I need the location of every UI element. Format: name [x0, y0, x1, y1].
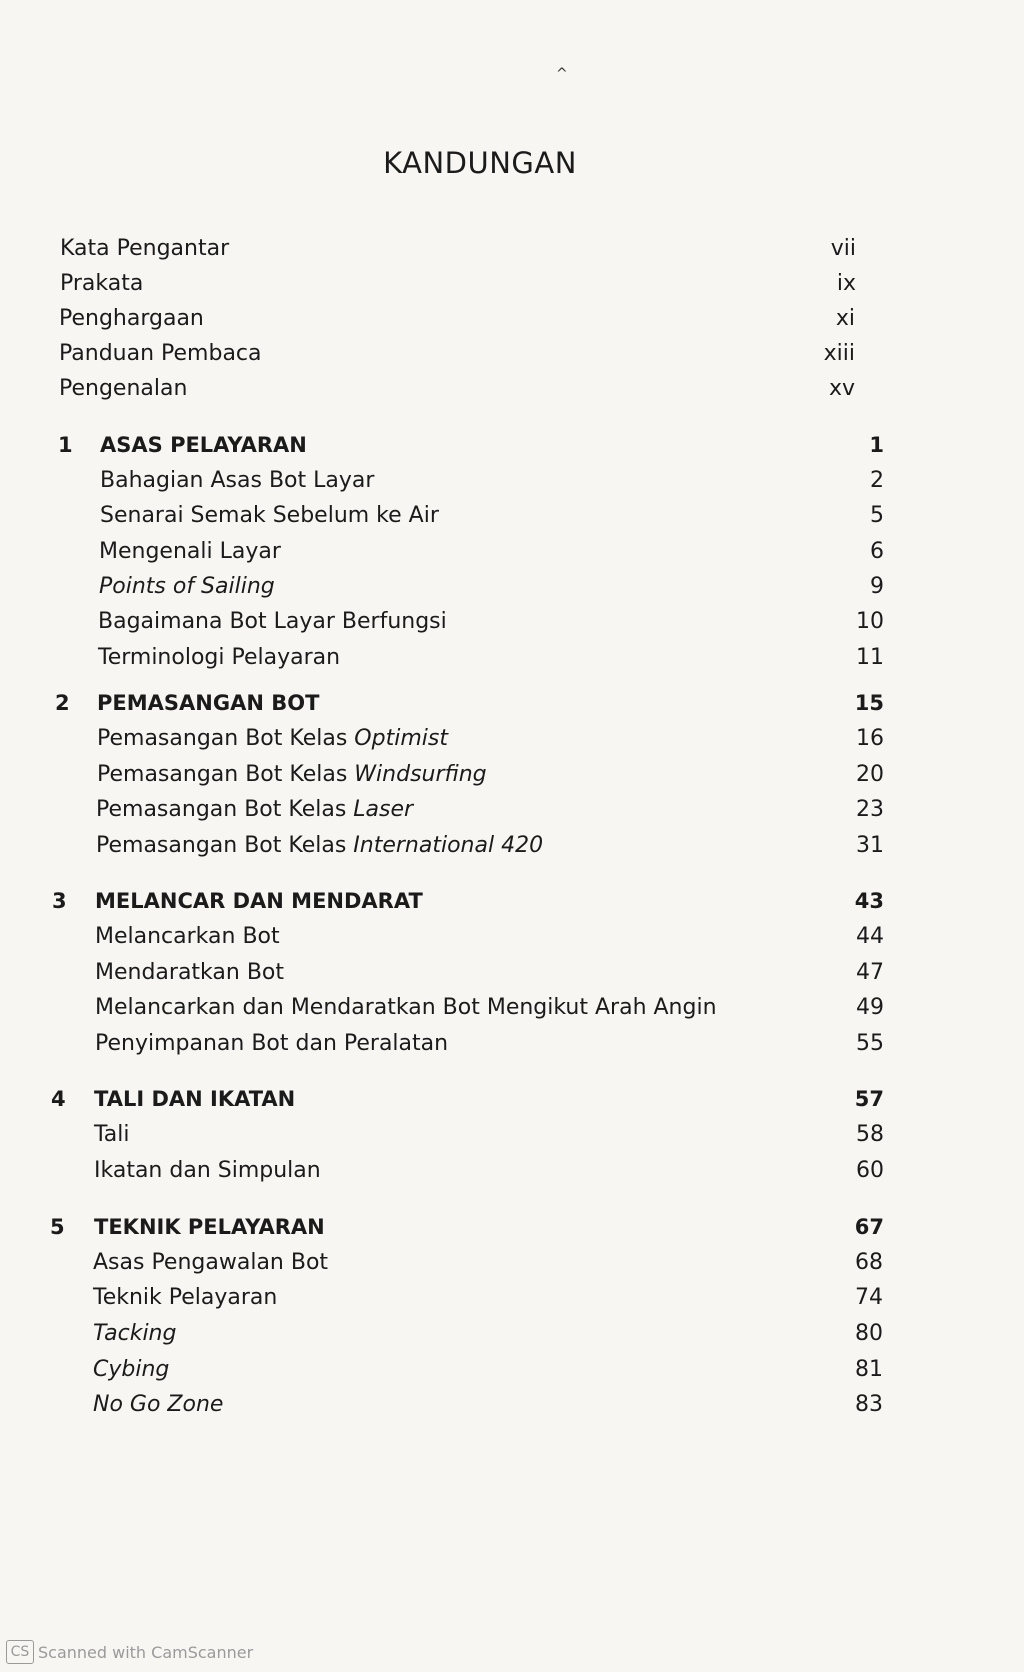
section-page: 23	[856, 797, 884, 822]
section-page: 16	[856, 726, 884, 751]
section-page: 20	[856, 762, 884, 787]
section-title: Mengenali Layar	[99, 539, 281, 564]
toc-entry-page: xiii	[823, 341, 855, 366]
toc-entry-title: Pengenalan	[59, 376, 188, 401]
section-page: 10	[856, 609, 884, 634]
section-page: 55	[856, 1031, 884, 1056]
toc-entry	[60, 232, 856, 266]
toc-section	[93, 1281, 883, 1315]
toc-section	[96, 829, 884, 863]
toc-entry-page: xv	[828, 376, 855, 401]
chapter-number: 3	[52, 889, 67, 913]
section-page: 83	[855, 1392, 883, 1417]
section-page: 44	[856, 924, 884, 949]
section-page: 2	[870, 468, 884, 493]
toc-section	[96, 793, 884, 827]
section-page: 81	[855, 1357, 883, 1382]
section-page: 58	[856, 1122, 884, 1147]
chapter-page: 15	[854, 691, 884, 715]
section-title: Asas Pengawalan Bot	[93, 1250, 329, 1275]
section-title: Terminologi Pelayaran	[98, 645, 341, 670]
toc-section	[99, 570, 884, 604]
toc-entry-page: xi	[835, 306, 855, 331]
chapter-number: 1	[58, 433, 73, 457]
toc-section	[98, 605, 884, 639]
toc-entry-title: Prakata	[60, 271, 144, 296]
toc-entry-title: Panduan Pembaca	[59, 341, 262, 366]
chapter-number: 5	[50, 1215, 65, 1239]
section-title: Teknik Pelayaran	[93, 1285, 278, 1310]
section-title: Melancarkan dan Mendaratkan Bot Mengikut Arah Angin	[95, 995, 717, 1020]
chapter-title: TALI DAN IKATAN	[94, 1087, 296, 1111]
toc-section	[97, 722, 884, 756]
toc-section	[93, 1317, 883, 1351]
toc-section	[100, 499, 884, 533]
toc-entry	[60, 267, 856, 301]
section-title: Senarai Semak Sebelum ke Air	[100, 503, 439, 528]
page-title: KANDUNGAN	[383, 146, 577, 180]
section-title: Pemasangan Bot Kelas Windsurfing	[97, 762, 487, 787]
section-page: 47	[856, 960, 884, 985]
section-title: Tali	[94, 1122, 130, 1147]
toc-entry-page: vii	[830, 236, 856, 261]
toc-entry-title: Penghargaan	[59, 306, 204, 331]
chapter-page: 67	[854, 1215, 884, 1239]
section-title: Melancarkan Bot	[95, 924, 280, 949]
section-page: 31	[856, 833, 884, 858]
chapter-title: PEMASANGAN BOT	[97, 691, 320, 715]
section-title: Bahagian Asas Bot Layar	[100, 468, 375, 493]
toc-section	[95, 1027, 884, 1061]
section-page: 11	[856, 645, 884, 670]
toc-entry-title: Kata Pengantar	[60, 236, 230, 261]
toc-chapter	[50, 1210, 884, 1244]
section-title: No Go Zone	[93, 1392, 224, 1417]
toc-entry-page: ix	[836, 271, 856, 296]
section-title: Cybing	[93, 1357, 170, 1382]
camscanner-icon: CS	[6, 1640, 34, 1664]
section-page: 74	[855, 1285, 883, 1310]
section-page: 9	[870, 574, 884, 599]
section-title: Ikatan dan Simpulan	[94, 1158, 321, 1183]
toc-section	[95, 991, 884, 1025]
toc-chapter	[58, 428, 884, 462]
toc-section	[95, 956, 884, 990]
section-page: 68	[855, 1250, 883, 1275]
section-title: Bagaimana Bot Layar Berfungsi	[98, 609, 447, 634]
toc-section	[99, 535, 884, 569]
toc-chapter	[51, 1082, 884, 1116]
top-mark: ^	[556, 66, 568, 82]
chapter-title: TEKNIK PELAYARAN	[94, 1215, 325, 1239]
chapter-title: ASAS PELAYARAN	[100, 433, 307, 457]
toc-entry	[59, 302, 855, 336]
section-title: Tacking	[93, 1321, 177, 1346]
toc-entry	[59, 337, 855, 371]
chapter-page: 57	[854, 1087, 884, 1111]
chapter-title: MELANCAR DAN MENDARAT	[95, 889, 423, 913]
section-title: Penyimpanan Bot dan Peralatan	[95, 1031, 449, 1056]
toc-chapter	[52, 884, 884, 918]
toc-section	[93, 1353, 883, 1387]
toc-section	[93, 1388, 883, 1422]
section-page: 80	[855, 1321, 883, 1346]
section-page: 49	[856, 995, 884, 1020]
toc-section	[94, 1154, 884, 1188]
watermark-text: Scanned with CamScanner	[38, 1642, 254, 1662]
scanner-watermark	[6, 1640, 253, 1664]
section-page: 60	[856, 1158, 884, 1183]
toc-chapter	[55, 686, 884, 720]
toc-section	[93, 1246, 883, 1280]
section-title: Pemasangan Bot Kelas Optimist	[97, 726, 448, 751]
section-page: 6	[870, 539, 884, 564]
chapter-number: 4	[51, 1087, 66, 1111]
toc-section	[95, 920, 884, 954]
section-title: Points of Sailing	[99, 574, 275, 599]
section-page: 5	[870, 503, 884, 528]
toc-entry	[59, 372, 855, 406]
toc-section	[97, 758, 884, 792]
toc-section	[98, 641, 884, 675]
section-title: Pemasangan Bot Kelas Laser	[96, 797, 414, 822]
toc-section	[94, 1118, 884, 1152]
chapter-number: 2	[55, 691, 70, 715]
section-title: Pemasangan Bot Kelas International 420	[96, 833, 544, 858]
chapter-page: 1	[869, 433, 884, 457]
section-title: Mendaratkan Bot	[95, 960, 285, 985]
toc-section	[100, 464, 884, 498]
chapter-page: 43	[854, 889, 884, 913]
